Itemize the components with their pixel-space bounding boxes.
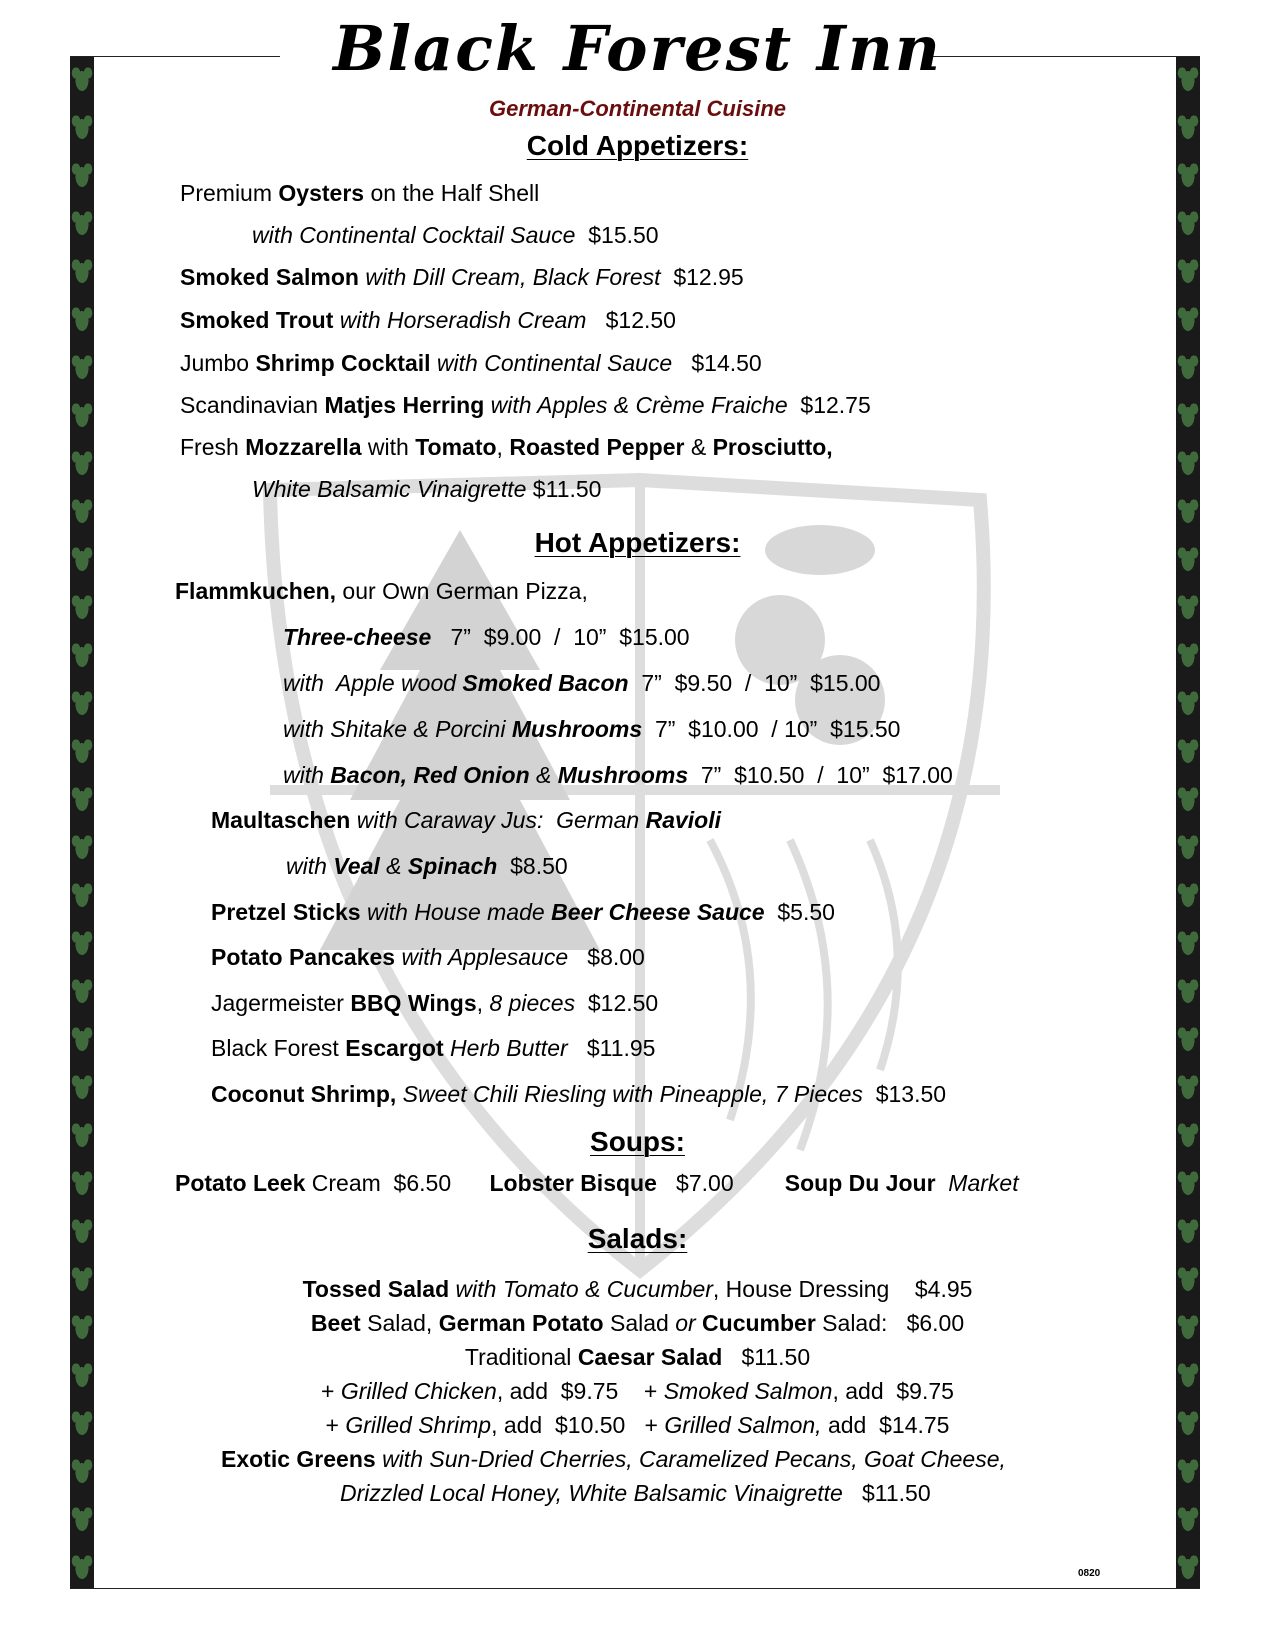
menu-item-text: Bacon, Red Onion [330, 762, 530, 788]
menu-item-text: Shrimp Cocktail [255, 350, 431, 376]
menu-item-text: , [476, 990, 490, 1016]
menu-item-text: Herb Butter [443, 1035, 568, 1061]
menu-item-text: Ravioli [645, 807, 722, 833]
menu-item-text: Roasted Pepper [509, 434, 685, 460]
menu-item-text: Pretzel Sticks [211, 899, 361, 925]
heading-cold-appetizers: Cold Appetizers: [526, 130, 749, 161]
menu-item-text: $11.50 [526, 476, 602, 502]
menu-item-text: with Tomato & Cucumber [449, 1276, 713, 1302]
menu-item-text: Smoked Salmon [663, 1378, 833, 1404]
menu-item-text: & [684, 434, 713, 460]
menu-item-text: Oysters [278, 180, 365, 206]
menu-item-text: 7” $10.50 / 10” $17.00 [688, 762, 953, 788]
menu-item-text: with [286, 853, 334, 879]
menu-item-text: Potato Leek [175, 1170, 306, 1196]
restaurant-subtitle: German-Continental Cuisine [488, 96, 787, 121]
menu-item-line [283, 670, 880, 698]
menu-item-text: Tomato [415, 434, 497, 460]
menu-item-text: Smoked Bacon [462, 670, 629, 696]
menu-item-line [211, 899, 835, 927]
menu-item-text: with Horseradish Cream [333, 307, 587, 333]
menu-item-text: , add $9.75 [832, 1378, 954, 1404]
menu-item-line [180, 307, 676, 335]
menu-item-line [283, 624, 690, 652]
bottom-rule [70, 1588, 1200, 1589]
menu-item-text: with Apples & Crème Fraiche [484, 392, 788, 418]
menu-item-text: on the Half Shell [364, 180, 540, 206]
menu-item-text: our Own German Pizza, [336, 578, 588, 604]
menu-item-text: , add $10.50 + [491, 1412, 665, 1438]
menu-item-text: + [325, 1412, 346, 1438]
menu-item-text: Maultaschen [211, 807, 351, 833]
menu-item-text: Sweet Chili Riesling with Pineapple, 7 Pieces [396, 1081, 863, 1107]
menu-item-text: $15.50 [575, 222, 659, 248]
menu-item-text: Salad, [360, 1310, 439, 1336]
menu-item-text: $14.50 [672, 350, 762, 376]
menu-item-text: $5.50 [764, 899, 835, 925]
menu-item-line [175, 578, 588, 606]
menu-item-line [0, 1276, 1275, 1304]
menu-item-text: Lobster Bisque [489, 1170, 657, 1196]
menu-item-text: Cream $6.50 [305, 1170, 490, 1196]
menu-item-text: Flammkuchen, [175, 578, 337, 604]
menu-item-text: White Balsamic Vinaigrette [252, 476, 527, 502]
menu-item-text: with Apple wood [283, 670, 463, 696]
menu-item-text: 8 pieces [489, 990, 576, 1016]
menu-item-line [175, 1170, 1019, 1198]
menu-item-line [180, 180, 539, 208]
menu-item-text: Drizzled Local Honey, White Balsamic Vinaigrette [340, 1480, 843, 1506]
menu-item-text: $11.50 [722, 1344, 811, 1370]
menu-item-text: Salad [603, 1310, 676, 1336]
menu-item-text: with Sun-Dried Cherries, Caramelized Pecans, Goat Cheese, [375, 1446, 1006, 1472]
menu-item-text: $11.50 [842, 1480, 931, 1506]
menu-item-text: Veal [333, 853, 380, 879]
menu-item-text: Scandinavian [180, 392, 325, 418]
menu-item-text: Salad: $6.00 [815, 1310, 965, 1336]
menu-item-text: & [529, 762, 558, 788]
menu-item-text: Caesar Salad [577, 1344, 723, 1370]
menu-item-text: Mozzarella [245, 434, 362, 460]
menu-item-text: Grilled Salmon, [664, 1412, 822, 1438]
menu-item-text: 7” $10.00 / 10” $15.50 [642, 716, 901, 742]
menu-item-line [211, 1035, 655, 1063]
menu-item-text: Smoked Trout [180, 307, 334, 333]
menu-item-line [286, 853, 568, 881]
menu-item-line [0, 1310, 1275, 1338]
menu-code: 0820 [1078, 1568, 1101, 1579]
menu-item-text: with [361, 434, 416, 460]
menu-item-line [283, 716, 900, 744]
menu-item-text: with Continental Cocktail Sauce [252, 222, 576, 248]
menu-item-text: , [496, 434, 510, 460]
menu-item-text: Potato Pancakes [211, 944, 396, 970]
menu-item-text: Jagermeister [211, 990, 351, 1016]
menu-item-text: $11.95 [567, 1035, 656, 1061]
menu-item-text: with Applesauce [395, 944, 569, 970]
menu-item-text: Smoked Salmon [180, 264, 359, 290]
menu-item-line [180, 350, 762, 378]
menu-item-text: with House made [360, 899, 552, 925]
menu-item-text: add $14.75 [821, 1412, 950, 1438]
menu-item-text: $12.95 [660, 264, 744, 290]
menu-item-line [180, 434, 833, 462]
heading-hot-appetizers: Hot Appetizers: [534, 527, 741, 558]
menu-item-text: Fresh [180, 434, 246, 460]
menu-item-text: Three-cheese [283, 624, 432, 650]
menu-item-text: Soup Du Jour [784, 1170, 936, 1196]
menu-item-text: Beer Cheese Sauce [551, 899, 765, 925]
menu-item-text: 7” $9.00 / 10” $15.00 [431, 624, 690, 650]
menu-item-line [252, 222, 659, 250]
menu-item-line [340, 1480, 931, 1508]
menu-item-line [221, 1446, 1006, 1474]
menu-item-text: Tossed Salad [302, 1276, 450, 1302]
menu-item-text: with Shitake & Porcini [283, 716, 512, 742]
menu-item-text: with Continental Sauce [430, 350, 673, 376]
heading-soups: Soups: [590, 1126, 685, 1157]
menu-item-text: Jumbo [180, 350, 256, 376]
menu-item-text: Coconut Shrimp, [211, 1081, 397, 1107]
menu-item-text: Beet [310, 1310, 361, 1336]
restaurant-title: Black Forest Inn [333, 12, 942, 85]
menu-item-text: $7.00 [656, 1170, 785, 1196]
menu-item-text: Grilled Shrimp [345, 1412, 492, 1438]
menu-item-text: $8.50 [497, 853, 568, 879]
menu-item-line [0, 1412, 1275, 1440]
menu-item-text: BBQ Wings [350, 990, 477, 1016]
menu-item-text: , House Dressing $4.95 [712, 1276, 973, 1302]
menu-item-text: Mushrooms [557, 762, 689, 788]
menu-item-text: Black Forest [211, 1035, 346, 1061]
menu-item-text: $12.50 [586, 307, 676, 333]
menu-item-text: + [321, 1378, 341, 1404]
menu-item-text: Spinach [407, 853, 498, 879]
menu-item-text: Matjes Herring [324, 392, 485, 418]
menu-item-line [211, 944, 645, 972]
menu-item-text: Escargot [345, 1035, 444, 1061]
menu-item-text: German Potato [438, 1310, 604, 1336]
menu-item-line [0, 1344, 1275, 1372]
menu-item-line [211, 807, 721, 835]
menu-item-text: $12.50 [575, 990, 659, 1016]
menu-item-text: 7” $9.50 / 10” $15.00 [628, 670, 881, 696]
menu-item-line [180, 392, 871, 420]
menu-item-text: $12.75 [787, 392, 871, 418]
menu-item-text: Premium [180, 180, 279, 206]
menu-item-text: $13.50 [862, 1081, 947, 1107]
menu-item-line [211, 990, 658, 1018]
menu-item-text: Mushrooms [511, 716, 643, 742]
menu-item-text: Cucumber [702, 1310, 816, 1336]
menu-item-line [0, 1378, 1275, 1406]
menu-item-text: with Dill Cream, Black Forest [358, 264, 661, 290]
menu-item-text: Exotic Greens [221, 1446, 376, 1472]
menu-item-text: Market [935, 1170, 1019, 1196]
menu-item-text: with [283, 762, 331, 788]
menu-item-text: with Caraway Jus: German [350, 807, 646, 833]
menu-item-line [211, 1081, 946, 1109]
menu-item-text: Grilled Chicken [340, 1378, 497, 1404]
menu-item-text: Prosciutto, [712, 434, 833, 460]
menu-item-text: & [379, 853, 408, 879]
menu-item-line [180, 264, 744, 292]
heading-salads: Salads: [587, 1223, 688, 1254]
menu-item-line [283, 762, 953, 790]
menu-item-text: , add $9.75 + [496, 1378, 664, 1404]
menu-item-line [252, 476, 601, 504]
menu-item-text: Traditional [464, 1344, 578, 1370]
menu-item-text: $8.00 [568, 944, 645, 970]
menu-item-text: or [675, 1310, 696, 1336]
